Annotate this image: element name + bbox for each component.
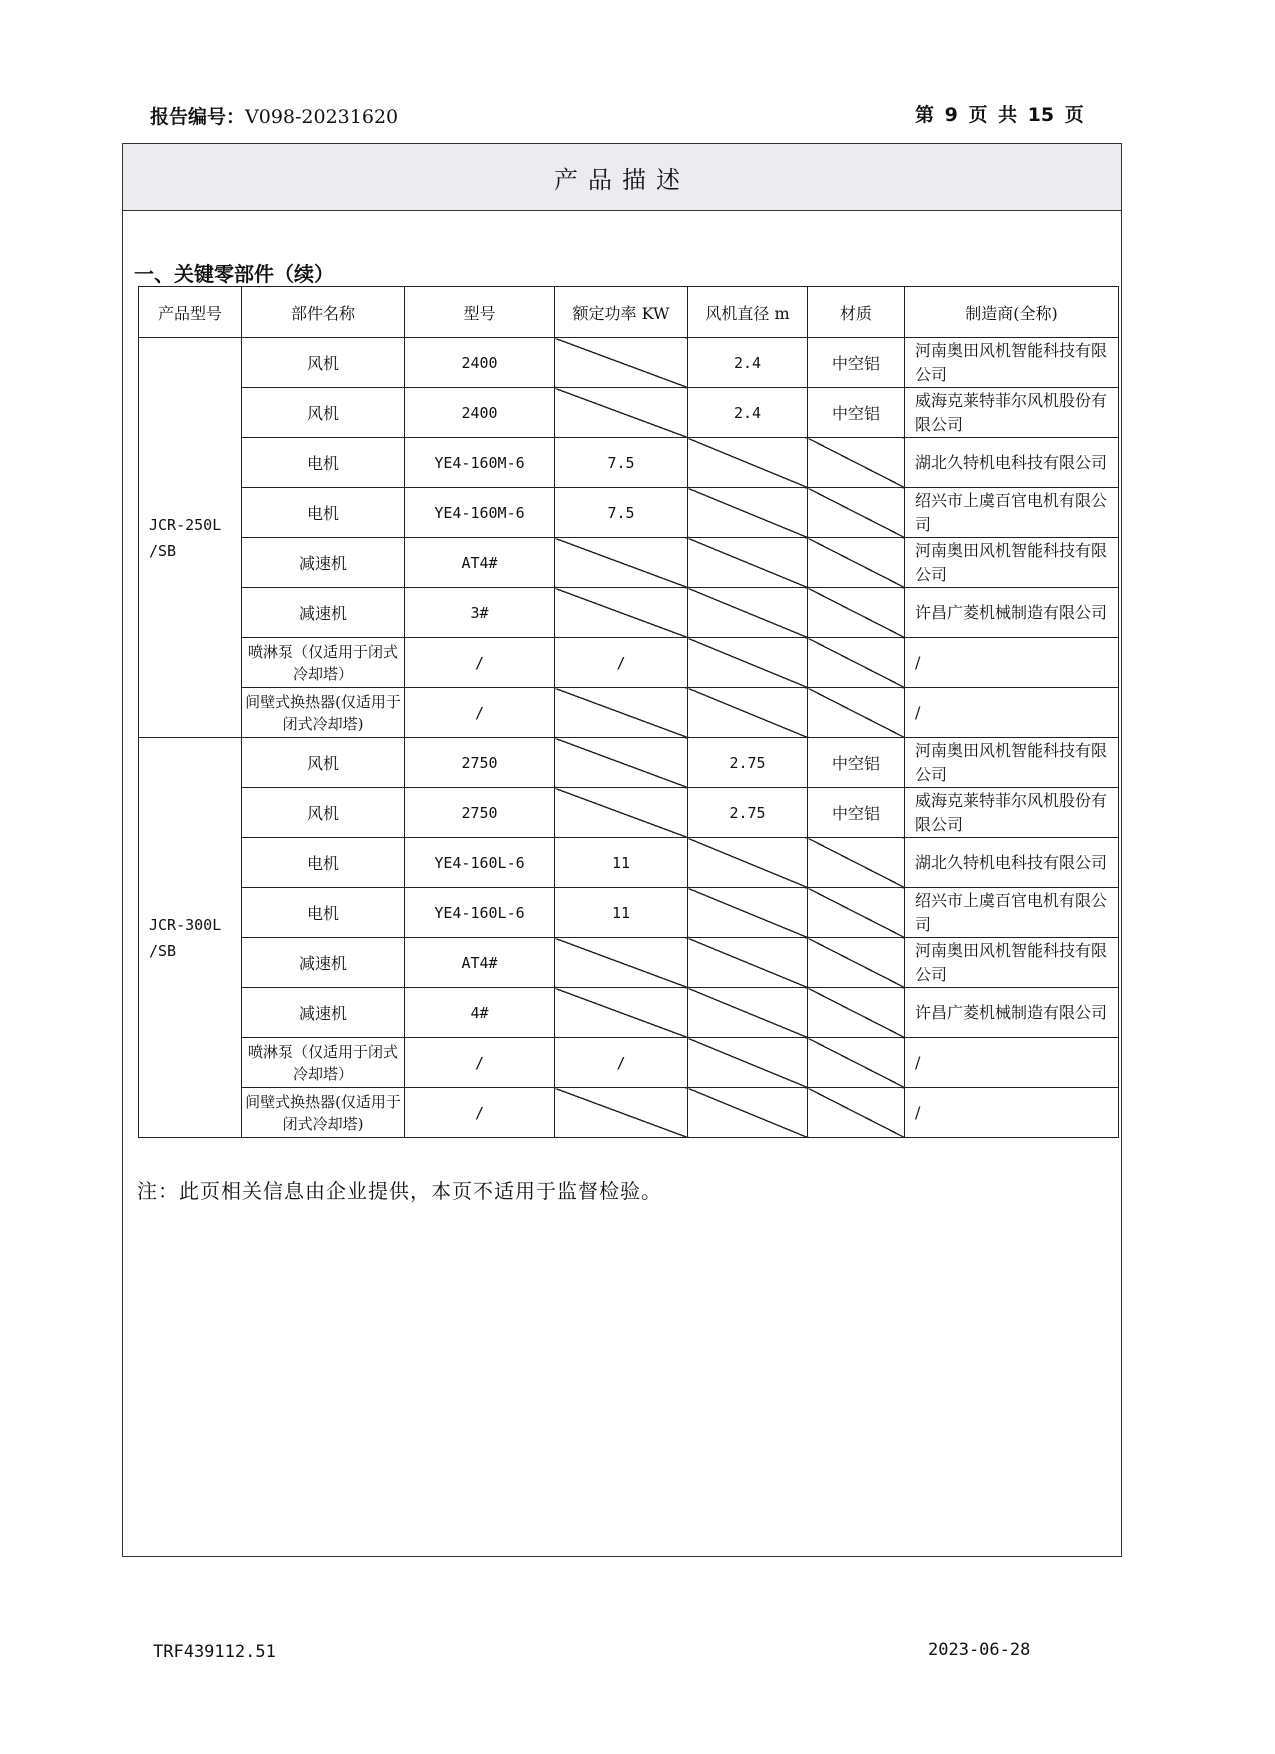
rated-power-cell <box>555 388 688 438</box>
part-name-cell: 电机 <box>242 838 405 888</box>
part-name-cell: 喷淋泵（仅适用于闭式冷却塔） <box>242 638 405 688</box>
rated-power-cell: 11 <box>555 838 688 888</box>
part-type-cell: AT4# <box>405 538 555 588</box>
manufacturer-cell: 威海克莱特菲尔风机股份有限公司 <box>905 788 1119 838</box>
rated-power-cell: 11 <box>555 888 688 938</box>
rated-power-cell: / <box>555 1038 688 1088</box>
header-cell: 制造商(全称) <box>905 287 1119 338</box>
material-cell <box>808 688 905 738</box>
rated-power-cell: 7.5 <box>555 438 688 488</box>
part-name-cell: 风机 <box>242 738 405 788</box>
part-name-cell: 风机 <box>242 388 405 438</box>
rated-power-cell <box>555 538 688 588</box>
part-type-cell: YE4-160L-6 <box>405 888 555 938</box>
rated-power-cell <box>555 1088 688 1138</box>
table-row <box>139 1038 1119 1088</box>
material-cell <box>808 438 905 488</box>
part-name-cell: 电机 <box>242 888 405 938</box>
header-cell: 风机直径 m <box>688 287 808 338</box>
manufacturer-cell: 河南奥田风机智能科技有限公司 <box>905 938 1119 988</box>
manufacturer-cell: 许昌广菱机械制造有限公司 <box>905 588 1119 638</box>
table-row <box>139 1088 1119 1138</box>
page-note: 注：此页相关信息由企业提供，本页不适用于监督检验。 <box>137 1179 662 1203</box>
material-cell <box>808 938 905 988</box>
part-type-cell: YE4-160M-6 <box>405 438 555 488</box>
key-parts-table <box>138 286 1119 1138</box>
product-model-cell <box>139 738 242 1138</box>
table-row <box>139 438 1119 488</box>
manufacturer-cell: 绍兴市上虞百官电机有限公司 <box>905 488 1119 538</box>
report-number-label: 报告编号： <box>150 106 246 128</box>
footer-date: 2023-06-28 <box>928 1640 1031 1660</box>
part-type-cell: AT4# <box>405 938 555 988</box>
part-name-cell: 间壁式换热器(仅适用于闭式冷却塔) <box>242 1088 405 1138</box>
material-cell: 中空铝 <box>808 788 905 838</box>
part-name-cell: 减速机 <box>242 538 405 588</box>
table-row <box>139 338 1119 388</box>
part-type-cell: 4# <box>405 988 555 1038</box>
header-cell: 额定功率 KW <box>555 287 688 338</box>
part-name-cell: 减速机 <box>242 988 405 1038</box>
product-model-line: JCR-250L <box>149 515 222 534</box>
manufacturer-cell: 河南奥田风机智能科技有限公司 <box>905 538 1119 588</box>
rated-power-cell <box>555 338 688 388</box>
table-header-row <box>139 287 1119 338</box>
part-type-cell: / <box>405 638 555 688</box>
rated-power-cell <box>555 938 688 988</box>
table-row <box>139 988 1119 1038</box>
material-cell <box>808 488 905 538</box>
page-info: 第 9 页 共 15 页 <box>915 104 1084 126</box>
manufacturer-cell: 河南奥田风机智能科技有限公司 <box>905 738 1119 788</box>
manufacturer-cell: 河南奥田风机智能科技有限公司 <box>905 338 1119 388</box>
part-name-cell: 减速机 <box>242 588 405 638</box>
material-cell: 中空铝 <box>808 338 905 388</box>
part-type-cell: 3# <box>405 588 555 638</box>
page-title: 产品描述 <box>123 144 1121 211</box>
fan-diameter-cell <box>688 538 808 588</box>
fan-diameter-cell: 2.4 <box>688 338 808 388</box>
fan-diameter-cell <box>688 488 808 538</box>
part-type-cell: / <box>405 688 555 738</box>
table-row <box>139 788 1119 838</box>
header-cell: 部件名称 <box>242 287 405 338</box>
part-name-cell: 电机 <box>242 438 405 488</box>
table-row <box>139 688 1119 738</box>
table-row <box>139 638 1119 688</box>
rated-power-cell: / <box>555 638 688 688</box>
material-cell <box>808 638 905 688</box>
material-cell <box>808 538 905 588</box>
product-model-line: /SB <box>149 941 177 960</box>
rated-power-cell: 7.5 <box>555 488 688 538</box>
part-type-cell: YE4-160M-6 <box>405 488 555 538</box>
material-cell <box>808 838 905 888</box>
manufacturer-cell: 威海克莱特菲尔风机股份有限公司 <box>905 388 1119 438</box>
header-cell: 材质 <box>808 287 905 338</box>
product-model-cell <box>139 338 242 738</box>
material-cell: 中空铝 <box>808 388 905 438</box>
form-code: TRF439112.51 <box>153 1642 276 1662</box>
part-type-cell: 2750 <box>405 788 555 838</box>
manufacturer-cell: / <box>905 1038 1119 1088</box>
product-model-line: JCR-300L <box>149 915 222 934</box>
report-number-line <box>150 102 398 129</box>
product-model-line: /SB <box>149 541 177 560</box>
report-number: V098-20231620 <box>245 106 399 128</box>
fan-diameter-cell: 2.75 <box>688 738 808 788</box>
part-type-cell: YE4-160L-6 <box>405 838 555 888</box>
part-type-cell: 2400 <box>405 388 555 438</box>
rated-power-cell <box>555 988 688 1038</box>
manufacturer-cell: 湖北久特机电科技有限公司 <box>905 438 1119 488</box>
fan-diameter-cell: 2.4 <box>688 388 808 438</box>
manufacturer-cell: 绍兴市上虞百官电机有限公司 <box>905 888 1119 938</box>
rated-power-cell <box>555 688 688 738</box>
table-row <box>139 838 1119 888</box>
fan-diameter-cell <box>688 688 808 738</box>
fan-diameter-cell <box>688 938 808 988</box>
table-row <box>139 738 1119 788</box>
manufacturer-cell: / <box>905 1088 1119 1138</box>
header-cell: 型号 <box>405 287 555 338</box>
part-type-cell: 2750 <box>405 738 555 788</box>
manufacturer-cell: / <box>905 688 1119 738</box>
material-cell <box>808 1038 905 1088</box>
fan-diameter-cell <box>688 988 808 1038</box>
part-name-cell: 风机 <box>242 338 405 388</box>
table-row <box>139 938 1119 988</box>
rated-power-cell <box>555 738 688 788</box>
fan-diameter-cell <box>688 638 808 688</box>
section-title: 一、关键零部件（续） <box>134 262 334 286</box>
material-cell <box>808 1088 905 1138</box>
part-type-cell: / <box>405 1088 555 1138</box>
fan-diameter-cell <box>688 588 808 638</box>
rated-power-cell <box>555 788 688 838</box>
manufacturer-cell: / <box>905 638 1119 688</box>
manufacturer-cell: 湖北久特机电科技有限公司 <box>905 838 1119 888</box>
part-type-cell: / <box>405 1038 555 1088</box>
table-row <box>139 488 1119 538</box>
material-cell <box>808 988 905 1038</box>
table-row <box>139 388 1119 438</box>
table-body <box>139 338 1119 1138</box>
fan-diameter-cell <box>688 438 808 488</box>
material-cell <box>808 888 905 938</box>
part-name-cell: 电机 <box>242 488 405 538</box>
part-name-cell: 间壁式换热器(仅适用于闭式冷却塔) <box>242 688 405 738</box>
fan-diameter-cell <box>688 1088 808 1138</box>
part-name-cell: 喷淋泵（仅适用于闭式冷却塔） <box>242 1038 405 1088</box>
table-row <box>139 538 1119 588</box>
table-row <box>139 588 1119 638</box>
part-name-cell: 风机 <box>242 788 405 838</box>
fan-diameter-cell <box>688 838 808 888</box>
material-cell <box>808 588 905 638</box>
material-cell: 中空铝 <box>808 738 905 788</box>
part-type-cell: 2400 <box>405 338 555 388</box>
table-row <box>139 888 1119 938</box>
header-cell: 产品型号 <box>139 287 242 338</box>
part-name-cell: 减速机 <box>242 938 405 988</box>
manufacturer-cell: 许昌广菱机械制造有限公司 <box>905 988 1119 1038</box>
fan-diameter-cell <box>688 1038 808 1088</box>
fan-diameter-cell <box>688 888 808 938</box>
fan-diameter-cell: 2.75 <box>688 788 808 838</box>
rated-power-cell <box>555 588 688 638</box>
